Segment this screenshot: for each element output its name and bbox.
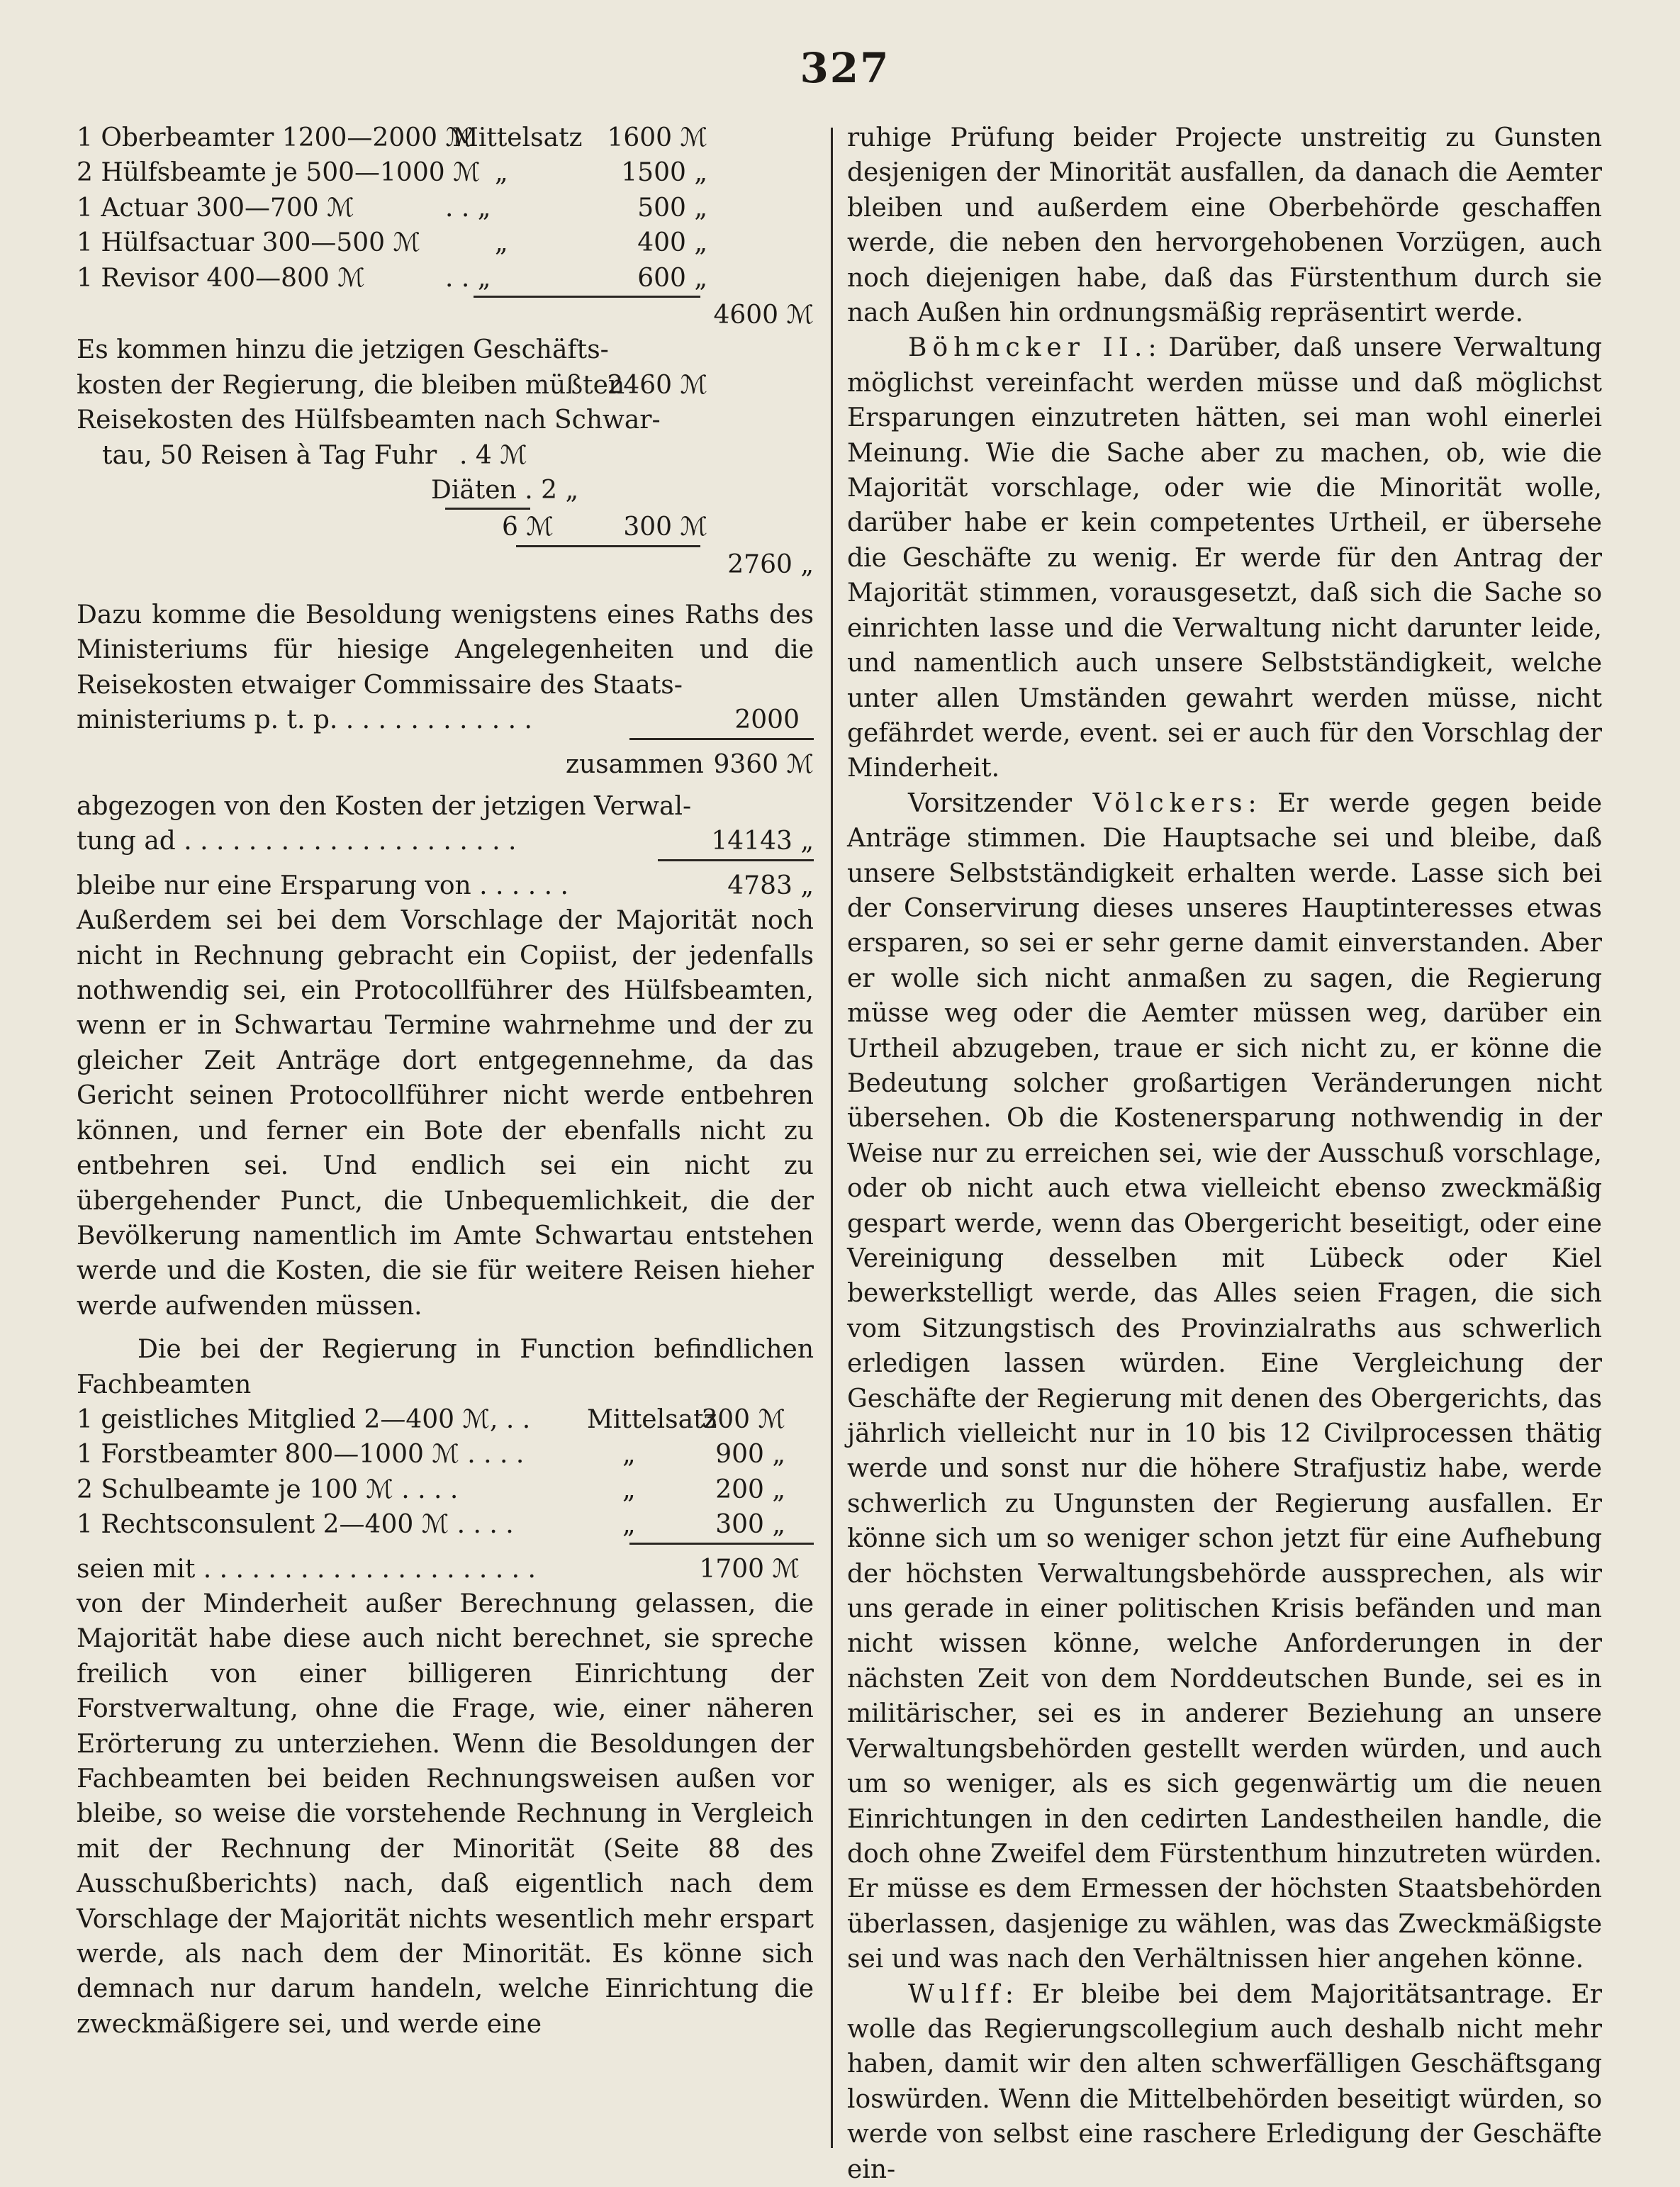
fach-row xyxy=(77,1402,814,1437)
official-row xyxy=(77,261,814,296)
besoldung-last: ministeriums p. t. p. . . . . . . . . . . . . xyxy=(77,705,532,735)
besoldung-text: Dazu komme die Besoldung wenigstens eines Raths des Ministeriums für hiesige Angelegenheiten und die Reisekosten etwaiger Commissaire des Staats- xyxy=(77,600,814,700)
speech-text: : Darüber, daß unsere Verwaltung möglichst vereinfacht werden müsse und daß möglichst Ersparungen einzutreten hätten, sei man wohl einerlei Meinung. Wie die Sache aber zu machen, ob, wie die Majorität vorschlage, oder wie die Minorität wolle, darüber habe er kein competentes Urtheil, er übersehe die Geschäfte zu wenig. Er werde für den Antrag der Majorität stimmen, vorausgesetzt, daß sich die Sache so einrichten lasse und die Verwaltung nicht darunter leide, und namentlich auch unsere Selbstständigkeit, welche unter allen Umständen gewahrt werden müsse, nicht gefährdet werde, event. sei er auch für den Vorschlag der Minderheit. xyxy=(847,333,1602,783)
speaker-title: Vorsitzender xyxy=(908,788,1093,818)
speaker-name: Völckers xyxy=(1092,788,1248,818)
page-number: 327 xyxy=(800,44,890,92)
seien-text: seien mit . . . . . . . . . . . . . . . . . . . . . xyxy=(77,1554,536,1584)
left-paragraph: von der Minderheit außer Berechnung gelassen, die Majorität habe diese auch nicht berechnet, sie spreche freilich von einer billigeren Einrichtung der Forstverwaltung, ohne die Frage, wie, einer näheren Erörterung zu unterziehen. Wenn die Besoldungen der Fachbeamten bei beiden Rechnungsweisen außen vor bleibe, so weise die vorstehende Rechnung in Vergleich mit der Rechnung der Minorität (Seite 88 des Ausschußberichts) nach, daß eigentlich nach dem Vorschlage der Majorität nichts wesentlich mehr erspart werde, als nach dem der Minorität. Es könne sich demnach nur darum handeln, welche Einrichtung die zweckmäßigere sei, und werde eine xyxy=(77,1589,814,2039)
column-divider xyxy=(831,128,833,2148)
official-amount: 500 „ xyxy=(637,193,707,223)
fach-amount: 300 „ xyxy=(715,1510,785,1540)
fach-row xyxy=(77,1507,814,1542)
diaten-line xyxy=(77,473,814,508)
fach-row xyxy=(77,1472,814,1507)
costs-line xyxy=(77,368,814,403)
official-row xyxy=(77,191,814,225)
subtotal-value: 2760 „ xyxy=(727,549,814,579)
sum-line xyxy=(77,510,814,544)
diaten-text: Diäten . 2 „ xyxy=(431,475,579,505)
left-paragraph: Die bei der Regierung in Function befindlichen Fachbeamten xyxy=(77,1335,814,1399)
speech-voelckers xyxy=(847,786,1602,1977)
travel-text: tau, 50 Reisen à Tag Fuhr xyxy=(102,440,437,470)
official-amount: 600 „ xyxy=(637,263,707,293)
speaker-name: Wulff xyxy=(908,1979,1005,2009)
subtotal-value: 4600 ℳ xyxy=(713,300,814,330)
costs-text: Es kommen hinzu die jetzigen Geschäfts- xyxy=(77,335,609,365)
fach-amount: 300 ℳ xyxy=(701,1404,785,1434)
official-desc: 1 Revisor 400—800 ℳ xyxy=(77,263,365,293)
fach-row xyxy=(77,1437,814,1472)
speaker-name: Böhmcker II. xyxy=(908,333,1148,363)
official-amount: 400 „ xyxy=(637,228,707,258)
fach-amount: 900 „ xyxy=(715,1440,785,1470)
official-row xyxy=(77,155,814,190)
official-mode: „ xyxy=(495,228,508,258)
speech-text: : Er bleibe bei dem Majoritätsantrage. Er wolle das Regierungscollegium auch deshalb nicht mehr haben, damit wir den alten schwerfälligen Geschäftsgang loswürden. Wenn die Mittelbehörden beseitigt würden, so werde von selbst eine raschere Erledigung der Geschäfte ein- xyxy=(847,1979,1602,2184)
official-mode: „ xyxy=(495,158,508,188)
costs-text: kosten der Regierung, die bleiben müßten xyxy=(77,370,625,400)
costs-value: 2460 ℳ xyxy=(607,370,707,400)
fach-mode: „ xyxy=(622,1510,636,1540)
official-amount: 1500 „ xyxy=(621,158,707,188)
left-paragraph: Außerdem sei bei dem Vorschlage der Majorität noch nicht in Rechnung gebracht ein Copiist, der jedenfalls nothwendig sei, ein Protocollführer des Hülfsbeamten, wenn er in Schwartau Termine wahrnehme und der zu gleicher Zeit Anträge dort entgegennehme, da das Gericht seinen Protocollführer nicht werde entbehren können, und ferner ein Bote der ebenfalls nicht zu entbehren sei. Und endlich sei ein nicht zu übergehender Punct, die Unbequemlichkeit, die der Bevölkerung namentlich im Amte Schwartau entstehen werde und die Kosten, die sie für weitere Reisen hieher werde aufwenden müssen. xyxy=(77,906,814,1321)
fach-mode: „ xyxy=(622,1475,636,1504)
sum-rule xyxy=(629,738,814,740)
right-column xyxy=(847,121,1602,2187)
seien-value: 1700 ℳ xyxy=(699,1554,800,1584)
official-desc: 1 Oberbeamter 1200—2000 ℳ xyxy=(77,123,473,152)
travel-line xyxy=(77,438,814,473)
official-amount: 1600 ℳ xyxy=(607,123,707,152)
fach-desc: 2 Schulbeamte je 100 ℳ . . . . xyxy=(77,1475,459,1504)
abgezogen-text: tung ad . . . . . . . . . . . . . . . . . . . . . xyxy=(77,827,517,856)
abgezogen-value: 14143 „ xyxy=(711,827,814,856)
fach-mode: „ xyxy=(622,1440,636,1470)
official-desc: 2 Hülfsbeamte je 500—1000 ℳ xyxy=(77,158,481,188)
fach-desc: 1 Forstbeamter 800—1000 ℳ . . . . xyxy=(77,1440,525,1470)
subtotal-row xyxy=(77,547,814,582)
official-mode: Mittelsatz xyxy=(452,123,583,152)
speech-boehmcker xyxy=(847,330,1602,785)
speech-wulff xyxy=(847,1977,1602,2187)
ersparung-text: bleibe nur eine Ersparung von . . . . . . xyxy=(77,871,569,900)
abgezogen-line xyxy=(77,824,814,858)
speech-text: : Er werde gegen beide Anträge stimmen. Die Hauptsache sei und bleibe, daß unsere Selbstständigkeit erhalten werde. Lasse sich bei der Conservirung dieses unseres Hauptinteresses etwas ersparen, so sei er sehr gerne damit einverstanden. Aber er wolle sich nicht anmaßen zu sagen, die Regierung müsse weg oder die Aemter müssen weg, darüber ein Urtheil abzugeben, traue er sich nicht zu, er könne die Bedeutung solcher großartigen Veränderungen nicht übersehen. Ob die Kostenersparung nothwendig in der Weise nur zu erreichen sei, wie der Ausschuß vorschlage, oder ob nicht auch etwa vielleicht ebenso zweckmäßig gespart werde, wenn das Obergericht beseitigt, oder eine Vereinigung desselben mit Lübeck oder Kiel bewerkstelligt werde, das Alles seien Fragen, die sich vom Sitzungstisch des Provinzialraths aus schwerlich erledigen lassen würden. Eine Vergleichung der Geschäfte der Regierung mit denen des Obergerichts, das jährlich vielleicht nur in 10 bis 12 Civilprocessen thätig werde und sonst nur die höhere Strafjustiz habe, werde schwerlich zu Ungunsten der Regierung ausfallen. Er könne sich um so weniger schon jetzt für eine Aufhebung der höchsten Verwaltungsbehörde aussprechen, als wir uns gerade in einer politischen Krisis befänden und man nicht wissen könne, welche Anforderungen in der nächsten Zeit von dem Norddeutschen Bunde, sei es in militärischer, sei es in anderer Beziehung an unsere Verwaltungsbehörden gestellt werden würden, und auch um so weniger, als es sich gegenwärtig um die neuen Einrichtungen in den cedirten Landestheilen handle, die doch ohne Zweifel dem Fürstenthum hinzutreten würden. Er müsse es dem Ermessen der höchsten Staatsbehörden überlassen, dasjenige zu wählen, was das Zweckmäßigste sei und was nach den Verhältnissen hier angehen könne. xyxy=(847,788,1602,1974)
sum-six: 6 ℳ xyxy=(502,513,554,542)
right-paragraph: ruhige Prüfung beider Projecte unstreitig zu Gunsten desjenigen der Minorität ausfallen, da danach die Aemter bleiben und außerdem eine Oberbehörde geschaffen werde, die neben den hervorgehobenen Vorzügen, auch noch diejenigen habe, daß das Fürstenthum durch sie nach Außen hin ordnungsmäßig repräsentirt werde. xyxy=(847,123,1602,328)
fach-desc: 1 geistliches Mitglied 2—400 ℳ, . . xyxy=(77,1404,531,1434)
official-desc: 1 Hülfsactuar 300—500 ℳ xyxy=(77,228,420,258)
official-row xyxy=(77,225,814,260)
travel-text: Reisekosten des Hülfsbeamten nach Schwar- xyxy=(77,405,661,435)
subtotal-row xyxy=(77,298,814,332)
abgezogen-line xyxy=(77,789,814,824)
sum-rule xyxy=(629,1543,814,1545)
ersparung-line xyxy=(77,868,814,903)
sum-300: 300 ℳ xyxy=(623,513,707,542)
seien-line xyxy=(77,1552,814,1587)
official-mode: . . „ xyxy=(445,263,491,293)
left-column xyxy=(77,121,814,2042)
travel-line xyxy=(77,403,814,437)
zusammen-value: 9360 ℳ xyxy=(713,749,814,779)
abgezogen-text: abgezogen von den Kosten der jetzigen Verwal- xyxy=(77,792,692,822)
ersparung-value: 4783 „ xyxy=(727,871,814,900)
official-row xyxy=(77,121,814,155)
fach-amount: 200 „ xyxy=(715,1475,785,1504)
besoldung-line xyxy=(77,703,814,737)
official-mode: . . „ xyxy=(445,193,491,223)
fach-mode: Mittelsatz xyxy=(587,1404,717,1434)
travel-value: . 4 ℳ xyxy=(459,440,527,470)
costs-line xyxy=(77,332,814,367)
fach-desc: 1 Rechtsconsulent 2—400 ℳ . . . . xyxy=(77,1510,514,1540)
zusammen-label: zusammen xyxy=(566,749,704,779)
official-desc: 1 Actuar 300—700 ℳ xyxy=(77,193,354,223)
sum-rule xyxy=(658,859,814,861)
besoldung-value: 2000 xyxy=(734,705,800,735)
zusammen-line xyxy=(77,747,814,782)
